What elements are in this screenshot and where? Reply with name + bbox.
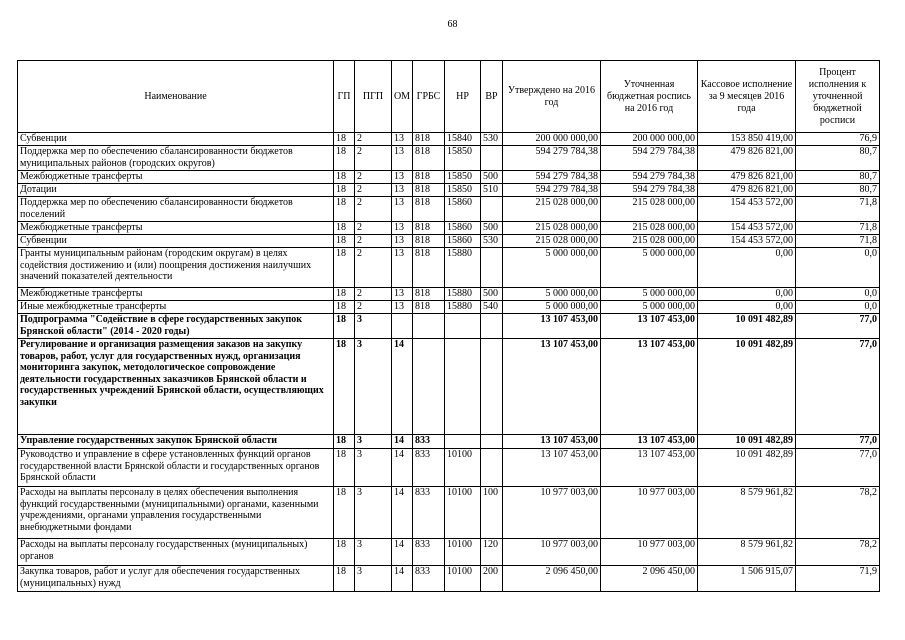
cell-gp: 18 bbox=[334, 539, 355, 566]
cell-np: 15850 bbox=[445, 171, 481, 184]
cell-np: 15880 bbox=[445, 288, 481, 301]
cell-cash: 154 453 572,00 bbox=[698, 235, 796, 248]
cell-refined: 5 000 000,00 bbox=[601, 248, 698, 288]
cell-gp: 18 bbox=[334, 301, 355, 314]
cell-percent: 71,8 bbox=[796, 197, 880, 222]
cell-refined: 10 977 003,00 bbox=[601, 487, 698, 539]
cell-gp: 18 bbox=[334, 222, 355, 235]
col-header-vr: ВР bbox=[481, 61, 503, 133]
cell-name: Поддержка мер по обеспечению сбалансированности бюджетов поселений bbox=[18, 197, 334, 222]
col-header-refined: Уточненная бюджетная роспись на 2016 год bbox=[601, 61, 698, 133]
cell-approved: 13 107 453,00 bbox=[503, 435, 601, 449]
cell-np bbox=[445, 314, 481, 339]
cell-np: 15860 bbox=[445, 222, 481, 235]
cell-cash: 479 826 821,00 bbox=[698, 184, 796, 197]
cell-ppgp: 3 bbox=[355, 566, 392, 592]
cell-name: Подпрограмма "Содействие в сфере государственных закупок Брянской области" (2014 - 2020 годы) bbox=[18, 314, 334, 339]
cell-ppgp: 3 bbox=[355, 339, 392, 435]
cell-ppgp: 3 bbox=[355, 449, 392, 487]
cell-cash: 153 850 419,00 bbox=[698, 133, 796, 146]
cell-ppgp: 3 bbox=[355, 539, 392, 566]
cell-grbs: 833 bbox=[413, 449, 445, 487]
cell-ppgp: 2 bbox=[355, 288, 392, 301]
cell-om: 13 bbox=[392, 235, 413, 248]
cell-approved: 200 000 000,00 bbox=[503, 133, 601, 146]
cell-percent: 80,7 bbox=[796, 171, 880, 184]
cell-gp: 18 bbox=[334, 133, 355, 146]
table-row bbox=[18, 435, 880, 449]
cell-ppgp: 2 bbox=[355, 171, 392, 184]
cell-om: 14 bbox=[392, 449, 413, 487]
cell-approved: 594 279 784,38 bbox=[503, 146, 601, 171]
cell-grbs: 818 bbox=[413, 197, 445, 222]
table-row bbox=[18, 197, 880, 222]
cell-ppgp: 3 bbox=[355, 487, 392, 539]
cell-percent: 77,0 bbox=[796, 314, 880, 339]
cell-gp: 18 bbox=[334, 146, 355, 171]
cell-name: Поддержка мер по обеспечению сбалансированности бюджетов муниципальных районов (городских округов) bbox=[18, 146, 334, 171]
cell-np: 15850 bbox=[445, 184, 481, 197]
cell-om: 14 bbox=[392, 339, 413, 435]
cell-vr: 530 bbox=[481, 235, 503, 248]
cell-name: Закупка товаров, работ и услуг для обеспечения государственных (муниципальных) нужд bbox=[18, 566, 334, 592]
cell-vr bbox=[481, 248, 503, 288]
cell-grbs: 818 bbox=[413, 248, 445, 288]
cell-name: Иные межбюджетные трансферты bbox=[18, 301, 334, 314]
cell-grbs: 818 bbox=[413, 184, 445, 197]
col-header-gp: ГП bbox=[334, 61, 355, 133]
cell-approved: 10 977 003,00 bbox=[503, 539, 601, 566]
cell-grbs: 833 bbox=[413, 539, 445, 566]
cell-vr bbox=[481, 197, 503, 222]
cell-name: Дотации bbox=[18, 184, 334, 197]
cell-grbs bbox=[413, 339, 445, 435]
cell-grbs: 833 bbox=[413, 487, 445, 539]
cell-gp: 18 bbox=[334, 487, 355, 539]
cell-refined: 594 279 784,38 bbox=[601, 184, 698, 197]
cell-approved: 13 107 453,00 bbox=[503, 449, 601, 487]
col-header-om: ОМ bbox=[392, 61, 413, 133]
cell-ppgp: 2 bbox=[355, 184, 392, 197]
cell-percent: 0,0 bbox=[796, 288, 880, 301]
col-header-percent: Процент исполнения к уточненной бюджетной росписи bbox=[796, 61, 880, 133]
cell-gp: 18 bbox=[334, 235, 355, 248]
cell-np: 10100 bbox=[445, 487, 481, 539]
cell-approved: 13 107 453,00 bbox=[503, 339, 601, 435]
cell-grbs: 818 bbox=[413, 301, 445, 314]
cell-refined: 13 107 453,00 bbox=[601, 449, 698, 487]
cell-vr: 120 bbox=[481, 539, 503, 566]
cell-cash: 10 091 482,89 bbox=[698, 339, 796, 435]
cell-np: 15880 bbox=[445, 301, 481, 314]
cell-refined: 5 000 000,00 bbox=[601, 288, 698, 301]
cell-refined: 215 028 000,00 bbox=[601, 197, 698, 222]
cell-ppgp: 2 bbox=[355, 248, 392, 288]
cell-ppgp: 2 bbox=[355, 197, 392, 222]
cell-gp: 18 bbox=[334, 288, 355, 301]
cell-gp: 18 bbox=[334, 171, 355, 184]
cell-grbs: 818 bbox=[413, 146, 445, 171]
cell-cash: 479 826 821,00 bbox=[698, 146, 796, 171]
table-row bbox=[18, 539, 880, 566]
cell-refined: 13 107 453,00 bbox=[601, 339, 698, 435]
table-row bbox=[18, 146, 880, 171]
cell-grbs: 818 bbox=[413, 235, 445, 248]
cell-ppgp: 3 bbox=[355, 314, 392, 339]
cell-grbs: 818 bbox=[413, 222, 445, 235]
cell-gp: 18 bbox=[334, 339, 355, 435]
table-row bbox=[18, 133, 880, 146]
cell-name: Субвенции bbox=[18, 235, 334, 248]
cell-vr: 530 bbox=[481, 133, 503, 146]
cell-om: 13 bbox=[392, 197, 413, 222]
cell-gp: 18 bbox=[334, 449, 355, 487]
cell-ppgp: 3 bbox=[355, 435, 392, 449]
cell-percent: 80,7 bbox=[796, 146, 880, 171]
cell-om: 14 bbox=[392, 435, 413, 449]
cell-cash: 8 579 961,82 bbox=[698, 487, 796, 539]
cell-name: Расходы на выплаты персоналу государственных (муниципальных) органов bbox=[18, 539, 334, 566]
cell-percent: 78,2 bbox=[796, 487, 880, 539]
cell-refined: 10 977 003,00 bbox=[601, 539, 698, 566]
cell-cash: 0,00 bbox=[698, 248, 796, 288]
cell-np: 15880 bbox=[445, 248, 481, 288]
cell-approved: 594 279 784,38 bbox=[503, 184, 601, 197]
cell-om bbox=[392, 314, 413, 339]
cell-grbs bbox=[413, 314, 445, 339]
cell-name: Субвенции bbox=[18, 133, 334, 146]
cell-percent: 71,9 bbox=[796, 566, 880, 592]
cell-percent: 0,0 bbox=[796, 248, 880, 288]
cell-cash: 10 091 482,89 bbox=[698, 449, 796, 487]
cell-cash: 154 453 572,00 bbox=[698, 222, 796, 235]
table-row bbox=[18, 339, 880, 435]
cell-np: 15850 bbox=[445, 146, 481, 171]
cell-name: Межбюджетные трансферты bbox=[18, 288, 334, 301]
cell-np bbox=[445, 435, 481, 449]
cell-approved: 5 000 000,00 bbox=[503, 301, 601, 314]
cell-vr bbox=[481, 339, 503, 435]
col-header-grbs: ГРБС bbox=[413, 61, 445, 133]
cell-approved: 215 028 000,00 bbox=[503, 197, 601, 222]
cell-vr: 500 bbox=[481, 288, 503, 301]
cell-grbs: 833 bbox=[413, 435, 445, 449]
cell-ppgp: 2 bbox=[355, 222, 392, 235]
cell-om: 13 bbox=[392, 171, 413, 184]
cell-approved: 5 000 000,00 bbox=[503, 248, 601, 288]
table-row bbox=[18, 288, 880, 301]
cell-om: 13 bbox=[392, 248, 413, 288]
cell-percent: 77,0 bbox=[796, 339, 880, 435]
cell-vr: 100 bbox=[481, 487, 503, 539]
cell-grbs: 833 bbox=[413, 566, 445, 592]
cell-np: 15840 bbox=[445, 133, 481, 146]
cell-name: Расходы на выплаты персоналу в целях обеспечения выполнения функций государственными (муниципальными) органами, казенными учреждениями, органами управления государственными внебюджетными фондами bbox=[18, 487, 334, 539]
cell-cash: 0,00 bbox=[698, 288, 796, 301]
cell-name: Руководство и управление в сфере установленных функций органов государственной власти Брянской области и государственных органов Брянской области bbox=[18, 449, 334, 487]
cell-om: 13 bbox=[392, 288, 413, 301]
cell-grbs: 818 bbox=[413, 171, 445, 184]
cell-percent: 80,7 bbox=[796, 184, 880, 197]
cell-cash: 0,00 bbox=[698, 301, 796, 314]
cell-ppgp: 2 bbox=[355, 146, 392, 171]
cell-gp: 18 bbox=[334, 314, 355, 339]
cell-name: Межбюджетные трансферты bbox=[18, 171, 334, 184]
cell-refined: 13 107 453,00 bbox=[601, 314, 698, 339]
cell-gp: 18 bbox=[334, 184, 355, 197]
cell-refined: 594 279 784,38 bbox=[601, 146, 698, 171]
cell-percent: 76,9 bbox=[796, 133, 880, 146]
budget-table bbox=[17, 60, 880, 592]
cell-ppgp: 2 bbox=[355, 133, 392, 146]
cell-gp: 18 bbox=[334, 197, 355, 222]
table-row bbox=[18, 566, 880, 592]
cell-vr: 500 bbox=[481, 222, 503, 235]
cell-gp: 18 bbox=[334, 566, 355, 592]
cell-vr: 510 bbox=[481, 184, 503, 197]
table-row bbox=[18, 301, 880, 314]
cell-refined: 13 107 453,00 bbox=[601, 435, 698, 449]
cell-cash: 8 579 961,82 bbox=[698, 539, 796, 566]
cell-grbs: 818 bbox=[413, 288, 445, 301]
cell-percent: 71,8 bbox=[796, 235, 880, 248]
cell-cash: 479 826 821,00 bbox=[698, 171, 796, 184]
cell-np bbox=[445, 339, 481, 435]
cell-name: Управление государственных закупок Брянской области bbox=[18, 435, 334, 449]
cell-approved: 2 096 450,00 bbox=[503, 566, 601, 592]
cell-vr bbox=[481, 314, 503, 339]
cell-refined: 2 096 450,00 bbox=[601, 566, 698, 592]
table-row bbox=[18, 222, 880, 235]
table-row bbox=[18, 248, 880, 288]
cell-percent: 78,2 bbox=[796, 539, 880, 566]
cell-vr: 540 bbox=[481, 301, 503, 314]
cell-approved: 594 279 784,38 bbox=[503, 171, 601, 184]
cell-vr bbox=[481, 435, 503, 449]
cell-approved: 5 000 000,00 bbox=[503, 288, 601, 301]
cell-om: 13 bbox=[392, 184, 413, 197]
col-header-approved: Утверждено на 2016 год bbox=[503, 61, 601, 133]
cell-vr bbox=[481, 146, 503, 171]
cell-cash: 154 453 572,00 bbox=[698, 197, 796, 222]
cell-om: 13 bbox=[392, 222, 413, 235]
cell-ppgp: 2 bbox=[355, 301, 392, 314]
cell-np: 15860 bbox=[445, 197, 481, 222]
cell-approved: 215 028 000,00 bbox=[503, 235, 601, 248]
col-header-name: Наименование bbox=[18, 61, 334, 133]
cell-refined: 594 279 784,38 bbox=[601, 171, 698, 184]
table-row bbox=[18, 314, 880, 339]
cell-om: 13 bbox=[392, 133, 413, 146]
cell-name: Межбюджетные трансферты bbox=[18, 222, 334, 235]
table-row bbox=[18, 449, 880, 487]
cell-name: Регулирование и организация размещения заказов на закупку товаров, работ, услуг для государственных нужд, организация мониторинга закупок, методологическое сопровождение деятельности государственных заказчиков Брянской области и государственных учреждений Брянской области, осуществляющих закупки bbox=[18, 339, 334, 435]
cell-cash: 10 091 482,89 bbox=[698, 314, 796, 339]
cell-om: 13 bbox=[392, 146, 413, 171]
cell-approved: 215 028 000,00 bbox=[503, 222, 601, 235]
cell-om: 14 bbox=[392, 487, 413, 539]
cell-approved: 10 977 003,00 bbox=[503, 487, 601, 539]
cell-cash: 10 091 482,89 bbox=[698, 435, 796, 449]
table-row bbox=[18, 235, 880, 248]
table-row bbox=[18, 184, 880, 197]
table-row bbox=[18, 171, 880, 184]
cell-percent: 77,0 bbox=[796, 449, 880, 487]
cell-np: 15860 bbox=[445, 235, 481, 248]
cell-np: 10100 bbox=[445, 449, 481, 487]
cell-percent: 0,0 bbox=[796, 301, 880, 314]
cell-cash: 1 506 915,07 bbox=[698, 566, 796, 592]
cell-vr bbox=[481, 449, 503, 487]
cell-vr: 500 bbox=[481, 171, 503, 184]
cell-np: 10100 bbox=[445, 539, 481, 566]
cell-name: Гранты муниципальным районам (городским округам) в целях содействия достижению и (или) поощрения достижения наилучших значений показателей деятельности bbox=[18, 248, 334, 288]
header-row bbox=[18, 61, 880, 133]
cell-om: 13 bbox=[392, 301, 413, 314]
cell-vr: 200 bbox=[481, 566, 503, 592]
cell-percent: 71,8 bbox=[796, 222, 880, 235]
cell-refined: 215 028 000,00 bbox=[601, 235, 698, 248]
cell-om: 14 bbox=[392, 539, 413, 566]
cell-percent: 77,0 bbox=[796, 435, 880, 449]
cell-np: 10100 bbox=[445, 566, 481, 592]
col-header-ppgp: ПГП bbox=[355, 61, 392, 133]
cell-gp: 18 bbox=[334, 248, 355, 288]
table-row bbox=[18, 487, 880, 539]
cell-refined: 215 028 000,00 bbox=[601, 222, 698, 235]
col-header-np: НР bbox=[445, 61, 481, 133]
cell-grbs: 818 bbox=[413, 133, 445, 146]
col-header-cash: Кассовое исполнение за 9 месяцев 2016 года bbox=[698, 61, 796, 133]
page-number: 68 bbox=[447, 19, 458, 30]
cell-ppgp: 2 bbox=[355, 235, 392, 248]
cell-approved: 13 107 453,00 bbox=[503, 314, 601, 339]
cell-refined: 200 000 000,00 bbox=[601, 133, 698, 146]
cell-gp: 18 bbox=[334, 435, 355, 449]
cell-refined: 5 000 000,00 bbox=[601, 301, 698, 314]
cell-om: 14 bbox=[392, 566, 413, 592]
